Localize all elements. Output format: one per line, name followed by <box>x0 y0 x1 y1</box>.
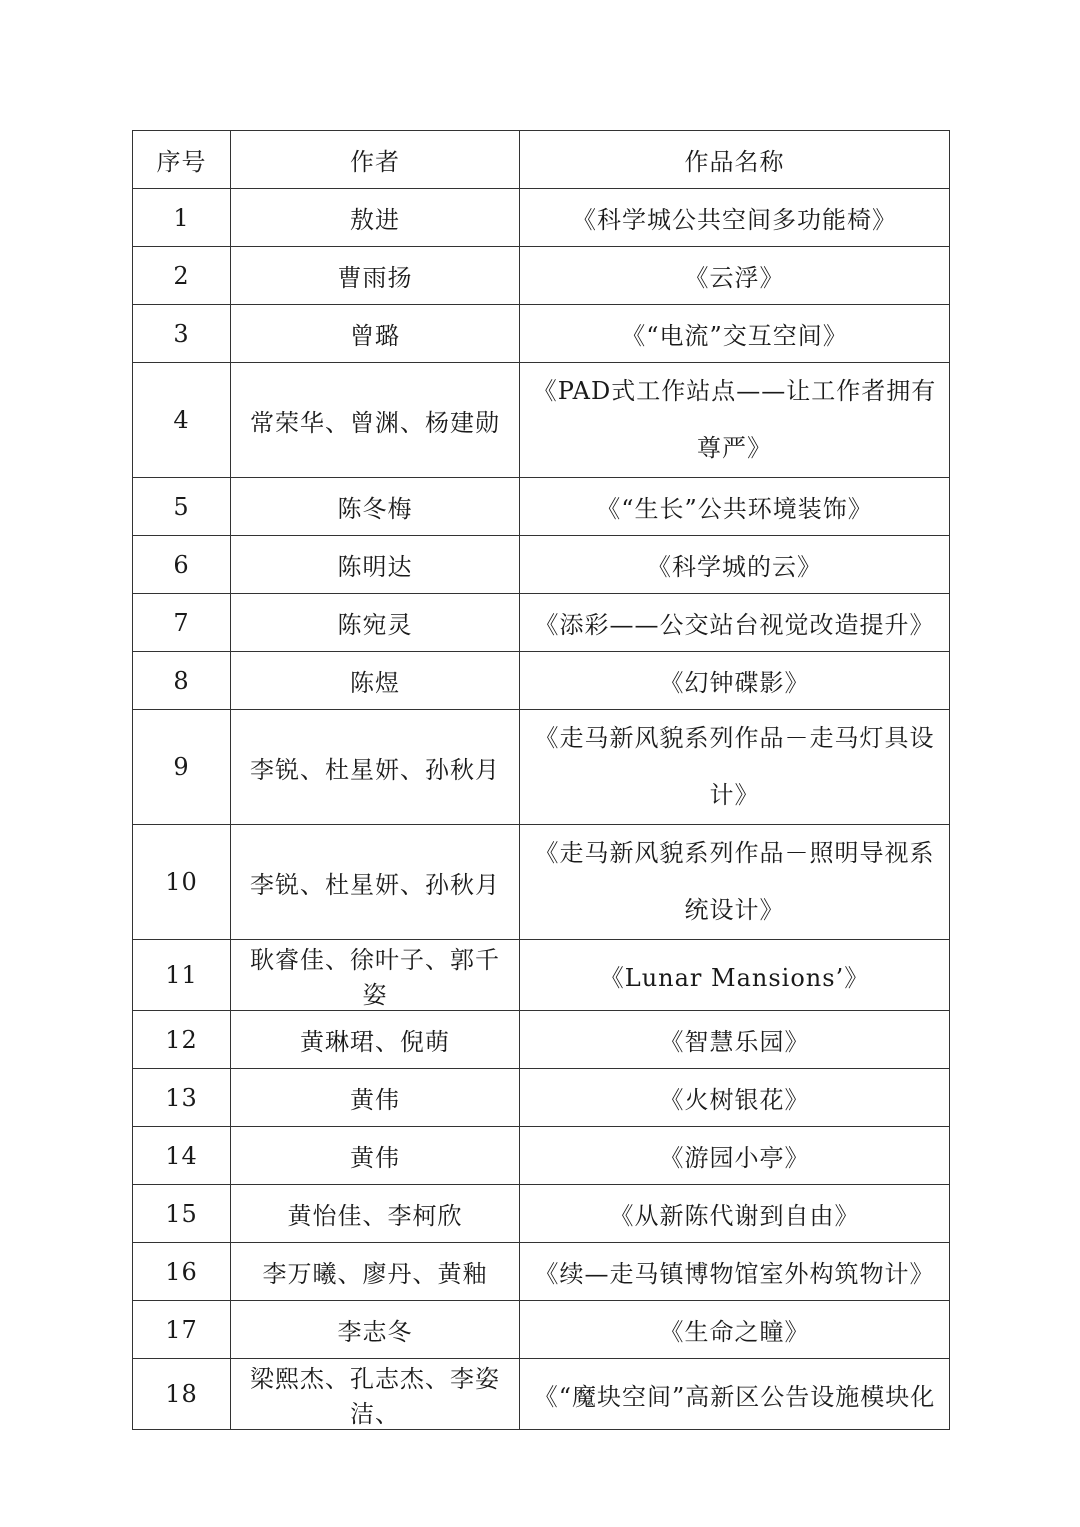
row-author: 李万曦、廖丹、黄釉 <box>231 1243 520 1301</box>
row-number: 15 <box>133 1185 231 1243</box>
row-title: 《火树银花》 <box>520 1069 950 1127</box>
table-row <box>133 652 950 710</box>
row-title: 《“魔块空间”高新区公告设施模块化 <box>520 1359 950 1430</box>
row-title: 《走马新风貌系列作品－走马灯具设计》 <box>520 710 950 825</box>
table-row <box>133 825 950 940</box>
row-title: 《从新陈代谢到自由》 <box>520 1185 950 1243</box>
row-number: 12 <box>133 1011 231 1069</box>
row-number: 10 <box>133 825 231 940</box>
row-number: 17 <box>133 1301 231 1359</box>
row-author: 黄伟 <box>231 1127 520 1185</box>
row-title: 《智慧乐园》 <box>520 1011 950 1069</box>
row-author: 敖进 <box>231 189 520 247</box>
table-row <box>133 305 950 363</box>
row-number: 4 <box>133 363 231 478</box>
row-title: 《添彩——公交站台视觉改造提升》 <box>520 594 950 652</box>
table-row <box>133 1011 950 1069</box>
table-row <box>133 189 950 247</box>
row-number: 1 <box>133 189 231 247</box>
table-row <box>133 536 950 594</box>
row-title: 《科学城公共空间多功能椅》 <box>520 189 950 247</box>
row-number: 6 <box>133 536 231 594</box>
row-author: 陈宛灵 <box>231 594 520 652</box>
table-row <box>133 1185 950 1243</box>
table-row <box>133 710 950 825</box>
table-row <box>133 1243 950 1301</box>
table-row <box>133 1127 950 1185</box>
table-row <box>133 363 950 478</box>
row-title: 《云浮》 <box>520 247 950 305</box>
row-number: 8 <box>133 652 231 710</box>
row-author: 黄伟 <box>231 1069 520 1127</box>
table-row <box>133 940 950 1011</box>
row-number: 11 <box>133 940 231 1011</box>
row-number: 13 <box>133 1069 231 1127</box>
header-number: 序号 <box>133 131 231 189</box>
row-title: 《Lunar Mansions’》 <box>520 940 950 1011</box>
row-number: 16 <box>133 1243 231 1301</box>
row-title: 《续—走马镇博物馆室外构筑物计》 <box>520 1243 950 1301</box>
row-author: 李锐、杜星妍、孙秋月 <box>231 710 520 825</box>
row-number: 2 <box>133 247 231 305</box>
row-author: 黄怡佳、李柯欣 <box>231 1185 520 1243</box>
row-author: 常荣华、曾渊、杨建勋 <box>231 363 520 478</box>
row-title: 《科学城的云》 <box>520 536 950 594</box>
row-number: 3 <box>133 305 231 363</box>
row-number: 14 <box>133 1127 231 1185</box>
header-author: 作者 <box>231 131 520 189</box>
row-author: 曹雨扬 <box>231 247 520 305</box>
row-number: 7 <box>133 594 231 652</box>
table-row <box>133 247 950 305</box>
row-title: 《PAD式工作站点——让工作者拥有尊严》 <box>520 363 950 478</box>
row-author: 耿睿佳、徐叶子、郭千姿 <box>231 940 520 1011</box>
row-author: 陈煜 <box>231 652 520 710</box>
row-number: 5 <box>133 478 231 536</box>
row-author: 李锐、杜星妍、孙秋月 <box>231 825 520 940</box>
row-author: 梁熙杰、孔志杰、李姿洁、 <box>231 1359 520 1430</box>
table-row <box>133 1359 950 1430</box>
row-author: 李志冬 <box>231 1301 520 1359</box>
works-table <box>132 130 950 1430</box>
row-author: 曾璐 <box>231 305 520 363</box>
row-title: 《生命之瞳》 <box>520 1301 950 1359</box>
table-header-row <box>133 131 950 189</box>
row-title: 《“生长”公共环境装饰》 <box>520 478 950 536</box>
row-number: 18 <box>133 1359 231 1430</box>
header-title: 作品名称 <box>520 131 950 189</box>
row-author: 黄琳珺、倪萌 <box>231 1011 520 1069</box>
row-number: 9 <box>133 710 231 825</box>
row-author: 陈明达 <box>231 536 520 594</box>
table-row <box>133 1301 950 1359</box>
row-title: 《游园小亭》 <box>520 1127 950 1185</box>
row-author: 陈冬梅 <box>231 478 520 536</box>
table-row <box>133 478 950 536</box>
row-title: 《“电流”交互空间》 <box>520 305 950 363</box>
row-title: 《幻钟碟影》 <box>520 652 950 710</box>
table-row <box>133 594 950 652</box>
row-title: 《走马新风貌系列作品－照明导视系统设计》 <box>520 825 950 940</box>
table-row <box>133 1069 950 1127</box>
